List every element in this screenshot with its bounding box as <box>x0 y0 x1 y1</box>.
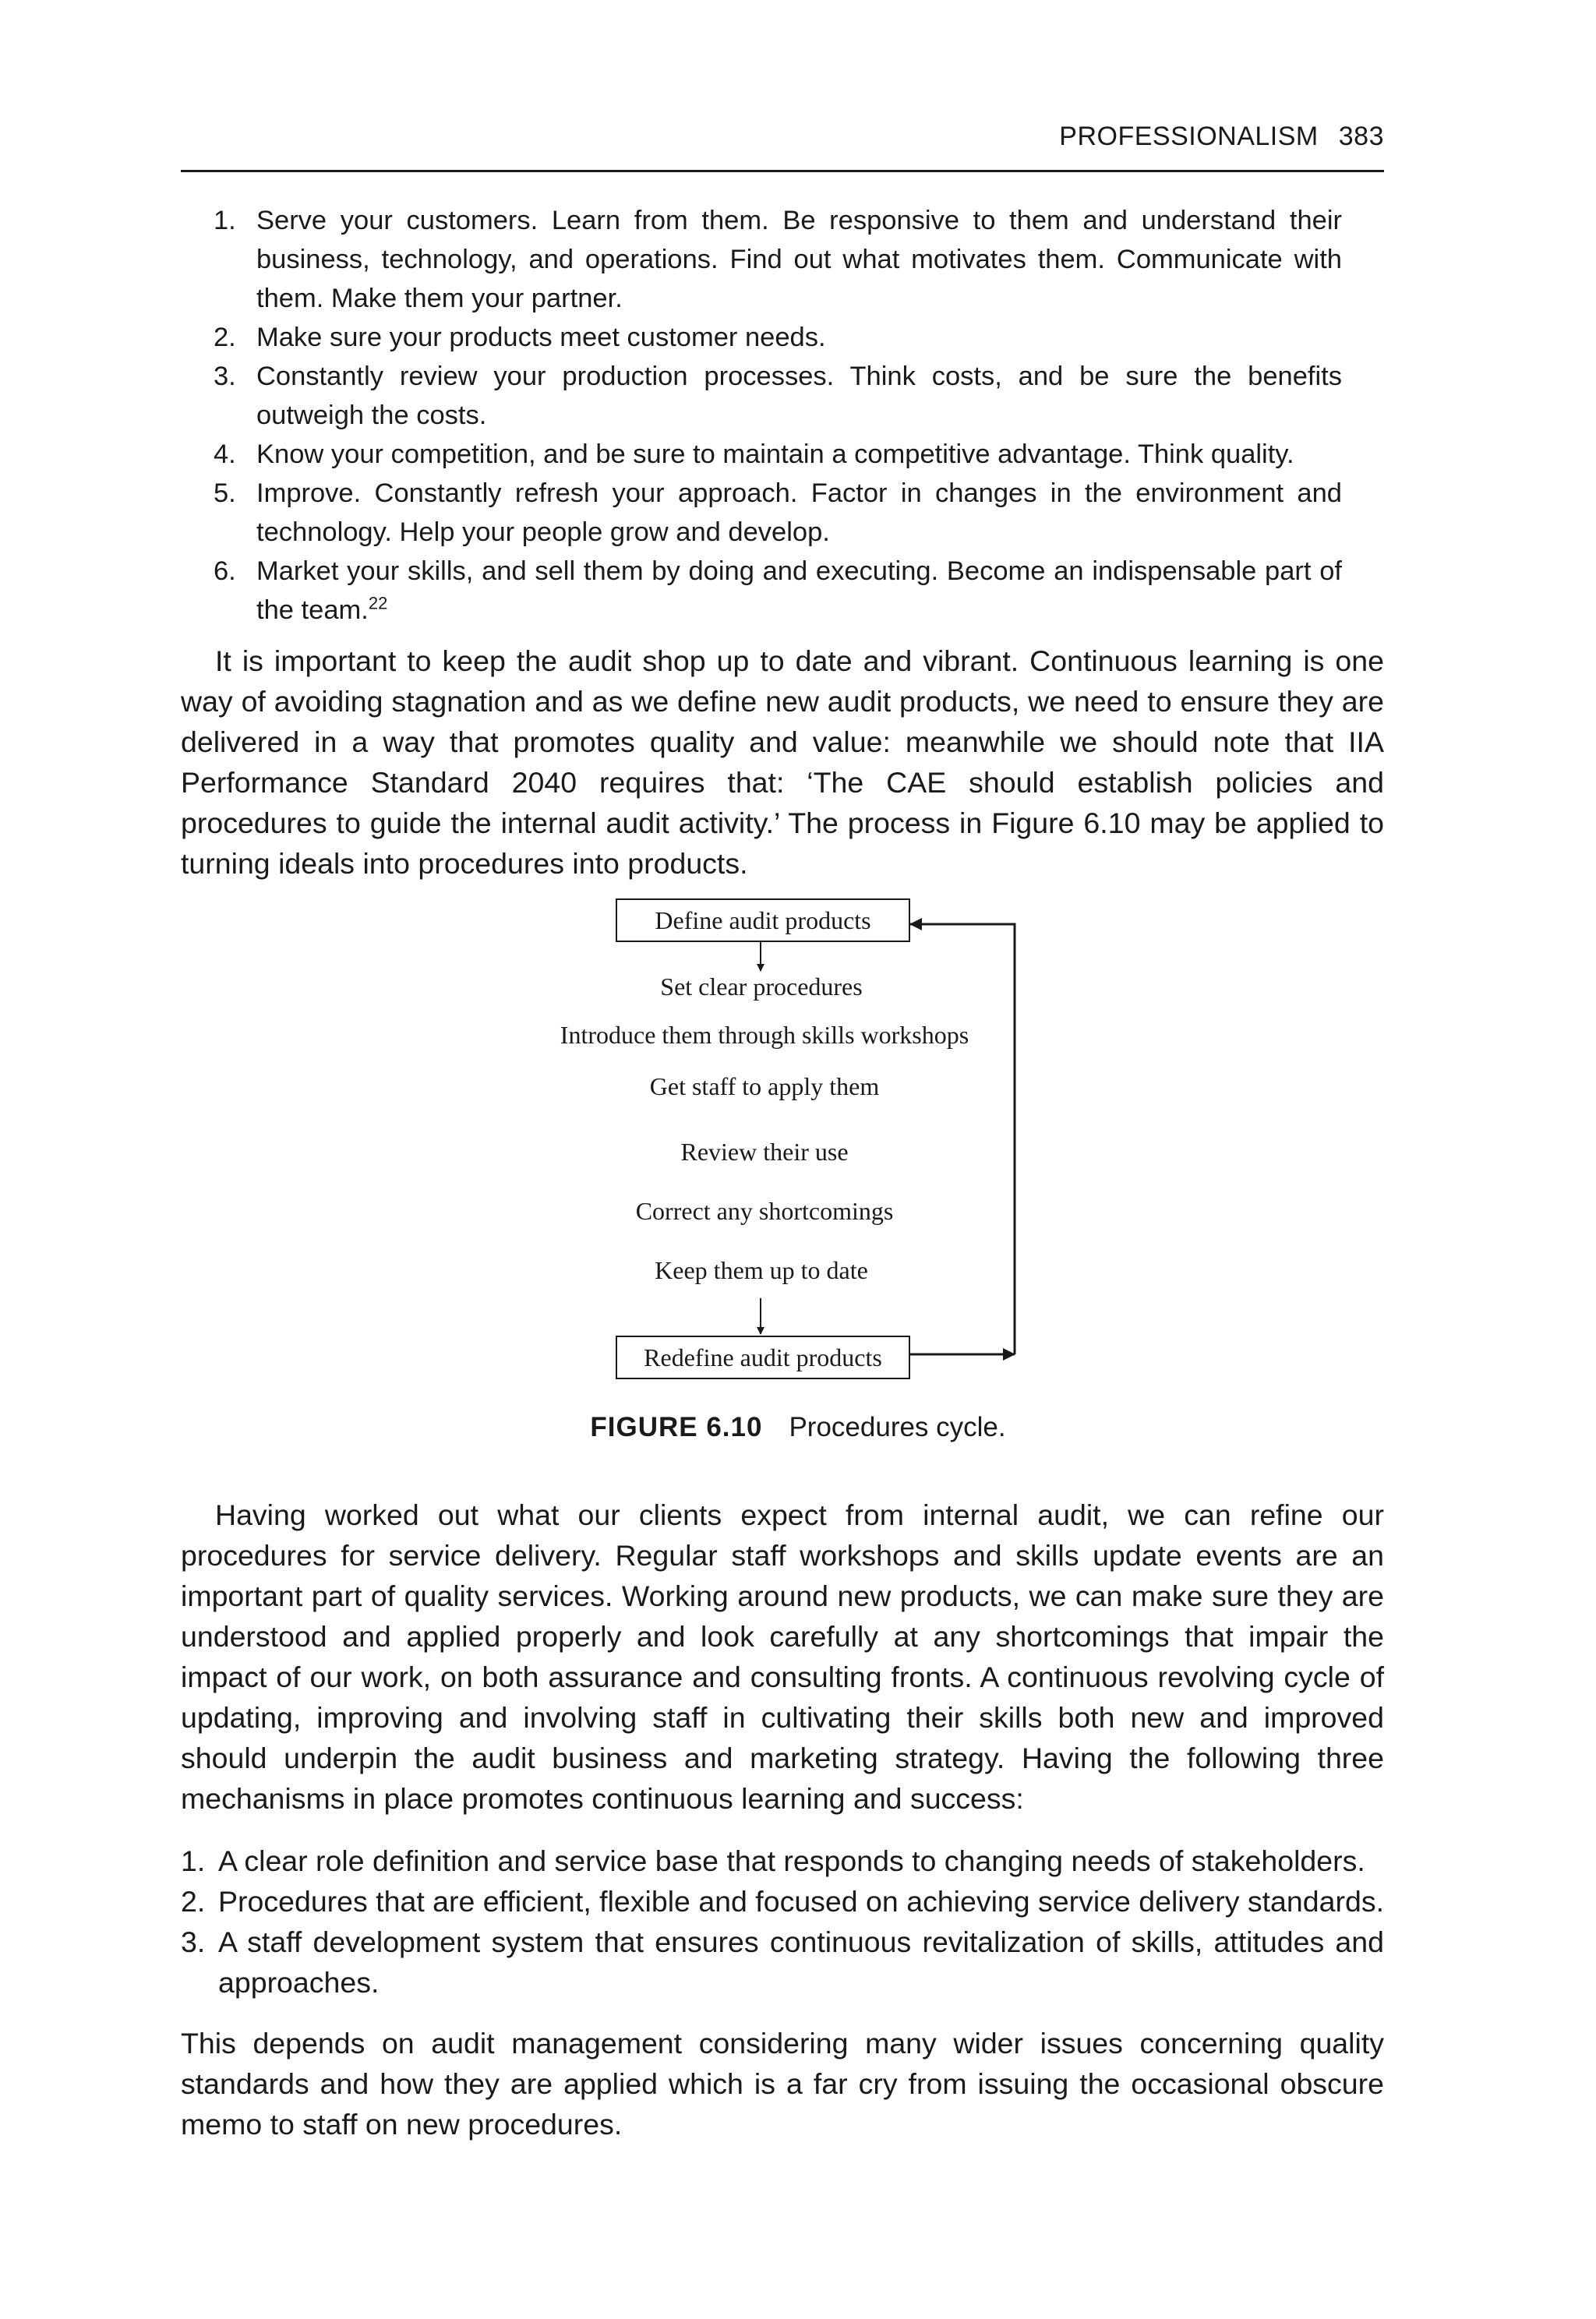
list-item-text: A staff development system that ensures continuous revitalization of skills, attitudes and approaches. <box>218 1925 1384 1999</box>
bottom-numbered-list <box>181 1841 1384 2003</box>
list-item-number: 1. <box>214 206 236 235</box>
list-item-number: 4. <box>214 439 236 469</box>
list-item-text: Make sure your products meet customer needs. <box>256 323 826 352</box>
caption-text: Procedures cycle. <box>789 1412 1006 1442</box>
paragraph-intro: It is important to keep the audit shop up to date and vibrant. Continuous learning is one way of avoiding stagnation and as we define new audit products, we need to ensure they are delivered in a way that promotes quality and value: meanwhile we should note that IIA Performance Standard 2040 requires that: ‘The CAE should establish policies and procedures to guide the internal audit activity.’ The process in Figure 6.10 may be applied to turning ideals into procedures into products. <box>181 644 1384 880</box>
step-keep-up-to-date: Keep them up to date <box>655 1256 868 1284</box>
paragraph-closing: This depends on audit management considering many wider issues concerning quality standards and how they are applied which is a far cry from issuing the occasional obscure memo to staff on new procedures. <box>181 2027 1384 2141</box>
list-item-number: 2. <box>214 323 236 352</box>
step-get-staff-apply: Get staff to apply them <box>649 1072 880 1100</box>
list-item-text: A clear role definition and service base that responds to changing needs of stakeholders. <box>218 1844 1365 1877</box>
list-item-text: Know your competition, and be sure to maintain a competitive advantage. Think quality. <box>256 439 1294 469</box>
list-item-text: Constantly review your production processes. Think costs, and be sure the benefits outweigh the costs. <box>256 362 1342 430</box>
list-item-number: 6. <box>214 556 236 586</box>
list-item-number: 3. <box>181 1925 206 1958</box>
step-introduce-workshops: Introduce them through skills workshops <box>560 1021 969 1049</box>
arrow-feedback-loop <box>910 924 1015 1354</box>
header-title: PROFESSIONALISM <box>1059 122 1319 151</box>
step-review-use: Review their use <box>680 1138 849 1166</box>
list-item <box>181 1922 1384 2003</box>
page-number: 383 <box>1338 122 1384 151</box>
redefine-audit-products-box: Redefine audit products <box>616 1336 910 1379</box>
list-item <box>181 1841 1384 1881</box>
list-item-number: 5. <box>214 478 236 508</box>
define-audit-products-box: Define audit products <box>616 898 910 942</box>
paragraph-body: Having worked out what our clients expect from internal audit, we can refine our procedures for service delivery. Regular staff workshops and skills update events are an important part of quality services. Working around new products, we can make sure they are understood and applied properly and look carefully at any shortcomings that impair the impact of our work, on both assurance and consulting fronts. A continuous revolving cycle of updating, improving and involving staff in cultivating their skills both new and improved should underpin the audit business and marketing strategy. Having the following three mechanisms in place promotes continuous learning and success: <box>181 1498 1384 1815</box>
step-set-clear-procedures: Set clear procedures <box>660 972 863 1001</box>
list-item-text: Market your skills, and sell them by doing and executing. Become an indispensable part of the team. <box>256 556 1342 625</box>
footnote-marker: 22 <box>368 593 388 613</box>
list-item-text: Procedures that are efficient, flexible and focused on achieving service delivery standards. <box>218 1885 1384 1918</box>
list-item-number: 3. <box>214 362 236 391</box>
figure-caption <box>0 1412 1596 1443</box>
list-item-number: 1. <box>181 1844 206 1877</box>
list-item-text: Serve your customers. Learn from them. Be responsive to them and understand their business, technology, and operations. Find out what motivates them. Communicate with them. Make them your partner. <box>256 206 1342 313</box>
caption-label: FIGURE 6.10 <box>590 1412 763 1442</box>
list-item <box>181 1881 1384 1922</box>
list-item-number: 2. <box>181 1885 206 1918</box>
step-correct-shortcomings: Correct any shortcomings <box>635 1197 894 1225</box>
list-item-text: Improve. Constantly refresh your approach. Factor in changes in the environment and technology. Help your people grow and develop. <box>256 478 1342 547</box>
